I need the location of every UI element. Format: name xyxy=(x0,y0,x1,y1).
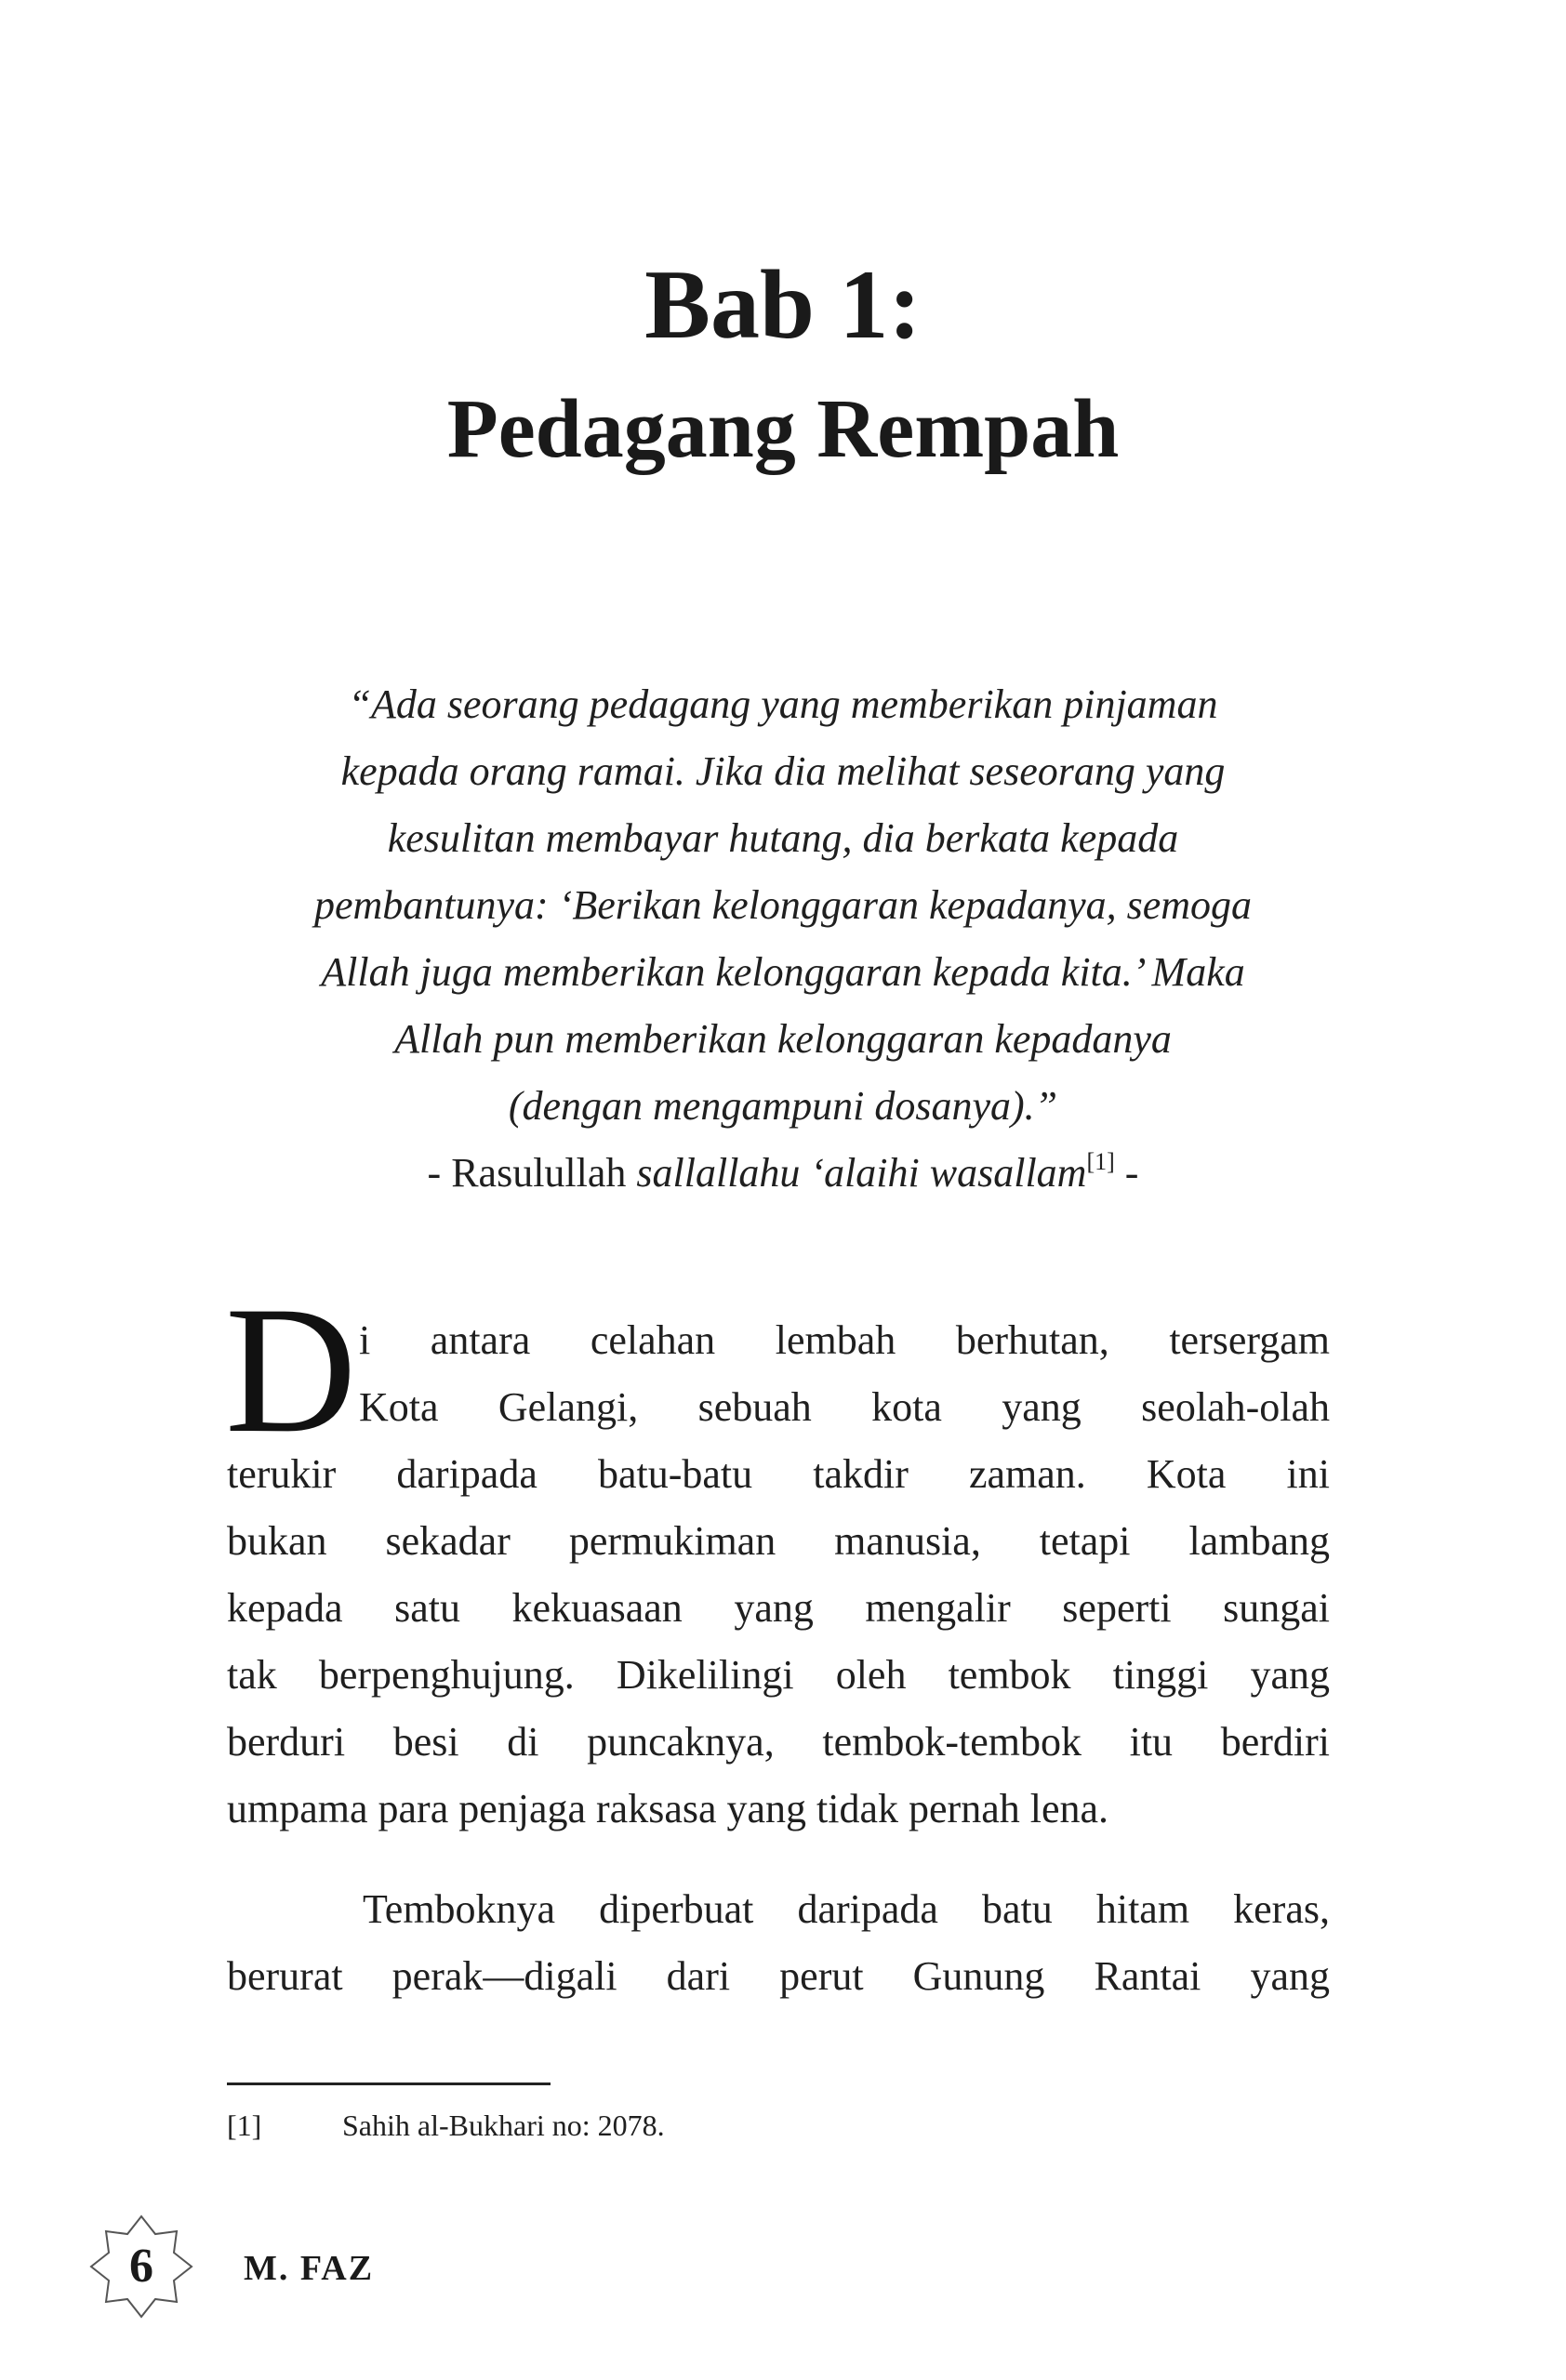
body-line: terukir daripada batu-batu takdir zaman. Kota ini xyxy=(227,1451,1330,1497)
epigraph-attribution xyxy=(223,1140,1343,1207)
epigraph-line: pembantunya: ‘Berikan kelonggaran kepadanya, semoga xyxy=(313,882,1253,928)
footnote-marker: [1] xyxy=(227,2109,262,2142)
body-line: tak berpenghujung. Dikelilingi oleh tembok tinggi yang xyxy=(227,1652,1330,1698)
epigraph-quote xyxy=(223,671,1343,1140)
footnote-divider xyxy=(227,2082,551,2085)
attribution-honorific: sallallahu ‘alaihi wasallam xyxy=(636,1150,1087,1196)
epigraph-line: Allah pun memberikan kelonggaran kepadanya xyxy=(394,1016,1172,1062)
attribution-suffix: - xyxy=(1114,1150,1139,1196)
chapter-number: Bab 1: xyxy=(644,250,922,359)
body-line: Kota Gelangi, sebuah kota yang seolah-olah xyxy=(359,1384,1330,1430)
body-line: i antara celahan lembah berhutan, tersergam xyxy=(359,1317,1330,1363)
body-line: berduri besi di puncaknya, tembok-tembok itu berdiri xyxy=(227,1719,1330,1765)
footnote-reference[interactable]: [1] xyxy=(1086,1148,1115,1175)
footnote-text: Sahih al-Bukhari no: 2078. xyxy=(342,2109,665,2142)
chapter-heading xyxy=(0,249,1566,485)
running-footer-author: M. FAZ xyxy=(244,2249,375,2288)
body-line: Temboknya diperbuat daripada batu hitam keras, xyxy=(363,1886,1330,1932)
body-line: berurat perak—digali dari perut Gunung Rantai yang xyxy=(227,1953,1330,1999)
body-paragraph-1 xyxy=(227,1307,1330,1843)
attribution-prefix: - Rasulullah xyxy=(427,1150,637,1196)
body-line: bukan sekadar permukiman manusia, tetapi lambang xyxy=(227,1518,1330,1564)
footnote xyxy=(227,2103,665,2148)
epigraph-line: kesulitan membayar hutang, dia berkata kepada xyxy=(387,815,1179,861)
page-number-badge xyxy=(87,2213,195,2320)
drop-cap: D xyxy=(225,1269,357,1471)
page-number: 6 xyxy=(129,2240,153,2293)
epigraph-line: kepada orang ramai. Jika dia melihat seseorang yang xyxy=(340,748,1226,794)
epigraph-line: Allah juga memberikan kelonggaran kepada kita.’ Maka xyxy=(321,949,1245,995)
epigraph-line: (dengan mengampuni dosanya).” xyxy=(508,1083,1058,1129)
body-paragraph-2 xyxy=(227,1876,1330,2010)
chapter-title: Pedagang Rempah xyxy=(446,383,1120,475)
body-line: kepada satu kekuasaan yang mengalir seperti sungai xyxy=(227,1585,1330,1631)
epigraph-line: “Ada seorang pedagang yang memberikan pinjaman xyxy=(348,681,1218,727)
body-line: umpama para penjaga raksasa yang tidak pernah lena. xyxy=(227,1786,1109,1831)
